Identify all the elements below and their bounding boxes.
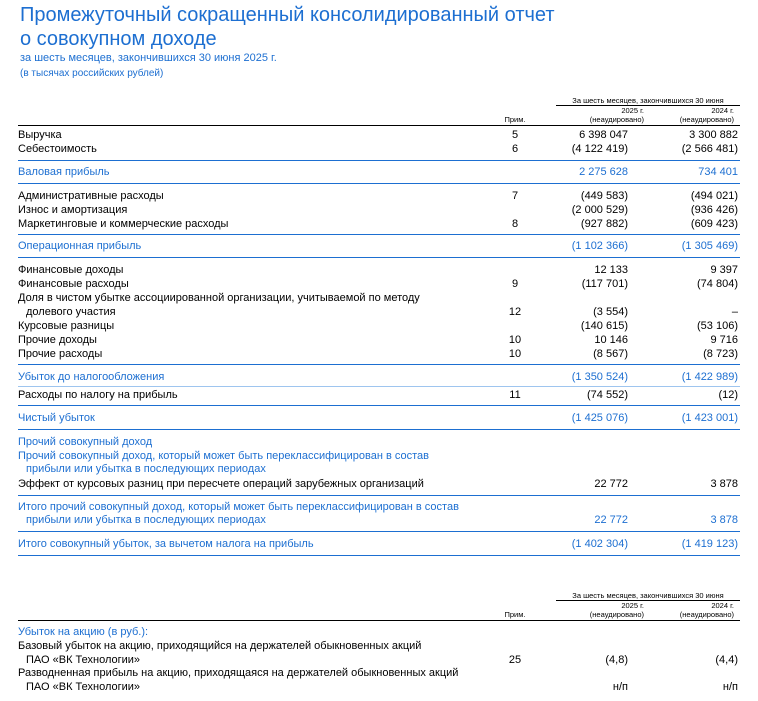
header-rule xyxy=(18,620,740,621)
value-2025: (1 350 524) xyxy=(571,371,628,383)
value-2025: (74 552) xyxy=(587,389,628,401)
row-marketing xyxy=(18,218,740,231)
oci-total-line1 xyxy=(18,501,740,514)
row-income-tax xyxy=(18,389,740,402)
row-gross-profit xyxy=(18,166,740,179)
row-fx-differences xyxy=(18,320,740,333)
value-2024: (494 021) xyxy=(690,190,738,202)
row-label: ПАО «ВК Технологии» xyxy=(26,681,141,693)
row-label: Финансовые доходы xyxy=(18,264,124,276)
row-label: Курсовые разницы xyxy=(18,320,115,332)
value-2025: (117 701) xyxy=(581,278,628,290)
period-header: За шесть месяцев, закончившихся 30 июня xyxy=(572,591,724,600)
value-2025: (140 615) xyxy=(580,320,628,332)
row-label: Себестоимость xyxy=(18,143,97,155)
period-header: За шесть месяцев, закончившихся 30 июня xyxy=(572,96,724,105)
value-2025: (4 122 419) xyxy=(571,143,628,155)
col-2025-year: 2025 г. xyxy=(621,106,644,115)
value-2024: (74 804) xyxy=(697,278,738,290)
row-label: Валовая прибыль xyxy=(18,166,110,178)
row-eps-diluted xyxy=(18,681,740,694)
divider xyxy=(18,386,740,387)
row-revenue xyxy=(18,129,740,142)
value-2024: (1 423 001) xyxy=(681,412,738,424)
value-2024: 3 300 882 xyxy=(689,129,738,141)
oci-subtitle-line2 xyxy=(18,463,740,476)
row-label: Разводненная прибыль на акцию, приходящаяся на держателей обыкновенных акций xyxy=(18,667,459,679)
row-label: Расходы по налогу на прибыль xyxy=(18,389,178,401)
value-2025: (1 102 366) xyxy=(571,240,628,252)
title-line-1: Промежуточный сокращенный консолидированный отчет xyxy=(20,4,555,26)
row-label: Убыток на акцию (в руб.): xyxy=(18,626,149,638)
divider xyxy=(18,405,740,406)
value-2025: (449 583) xyxy=(580,190,628,202)
row-associate xyxy=(18,306,740,319)
value-2024: (936 426) xyxy=(690,204,738,216)
eps-title xyxy=(18,626,740,639)
note-header: Прим. xyxy=(504,610,526,619)
row-cost xyxy=(18,143,740,156)
value-2024: (8 723) xyxy=(703,348,738,360)
value-2024: 9 716 xyxy=(710,334,738,346)
row-label: прибыли или убытка в последующих периодах xyxy=(26,463,266,475)
value-2025: (927 882) xyxy=(580,218,628,230)
report-units: (в тысячах российских рублей) xyxy=(20,68,164,79)
oci-title xyxy=(18,436,740,449)
value-2025: 2 275 628 xyxy=(579,166,628,178)
header-rule xyxy=(18,125,740,126)
row-note: 10 xyxy=(508,334,522,346)
row-label: Убыток до налогообложения xyxy=(18,371,165,383)
row-associate-line1 xyxy=(18,292,740,305)
col-2024-year: 2024 г. xyxy=(711,106,734,115)
value-2024: (609 423) xyxy=(690,218,738,230)
row-note: 6 xyxy=(511,143,519,155)
divider xyxy=(18,531,740,532)
value-2025: (4,8) xyxy=(605,654,628,666)
row-operating-profit xyxy=(18,240,740,253)
row-label: прибыли или убытка в последующих периодах xyxy=(26,514,266,526)
eps-basic-line1 xyxy=(18,640,740,653)
row-label: долевого участия xyxy=(26,306,116,318)
divider xyxy=(18,234,740,235)
value-2024: (1 305 469) xyxy=(681,240,738,252)
row-label: Выручка xyxy=(18,129,62,141)
value-2024: (12) xyxy=(718,389,738,401)
row-label: Финансовые расходы xyxy=(18,278,129,290)
value-2024: (4,4) xyxy=(715,654,738,666)
value-2024: (1 419 123) xyxy=(681,538,738,550)
row-oci-total xyxy=(18,514,740,527)
value-2025: 12 133 xyxy=(594,264,628,276)
value-2025: 22 772 xyxy=(594,514,628,526)
row-note: 8 xyxy=(511,218,519,230)
row-label: Износ и амортизация xyxy=(18,204,128,216)
row-label: Чистый убыток xyxy=(18,412,95,424)
row-label: Административные расходы xyxy=(18,190,164,202)
value-2024: 3 878 xyxy=(710,514,738,526)
value-2024: н/п xyxy=(722,681,738,693)
oci-subtitle-line1 xyxy=(18,450,740,463)
row-label: Прочие расходы xyxy=(18,348,103,360)
row-finance-income xyxy=(18,264,740,277)
row-note: 5 xyxy=(511,129,519,141)
value-2025: (2 000 529) xyxy=(571,204,628,216)
row-depreciation xyxy=(18,204,740,217)
row-label: Прочий совокупный доход xyxy=(18,436,153,448)
row-label: Итого прочий совокупный доход, который может быть переклассифицирован в состав xyxy=(18,501,459,513)
value-2024: (1 422 989) xyxy=(681,371,738,383)
col-2024-status: (неаудировано) xyxy=(679,115,734,124)
report-period: за шесть месяцев, закончившихся 30 июня 2025 г. xyxy=(20,52,277,64)
col-2024-year: 2024 г. xyxy=(711,601,734,610)
value-2024: (2 566 481) xyxy=(681,143,738,155)
col-2024-status: (неаудировано) xyxy=(679,610,734,619)
row-fx-translation xyxy=(18,478,740,491)
divider xyxy=(18,364,740,365)
value-2024: – xyxy=(731,306,738,318)
value-2025: 10 146 xyxy=(594,334,628,346)
row-note: 11 xyxy=(509,389,521,401)
row-note: 7 xyxy=(511,190,519,202)
value-2024: 9 397 xyxy=(710,264,738,276)
row-label: Эффект от курсовых разниц при пересчете операций зарубежных организаций xyxy=(18,478,424,490)
divider xyxy=(18,555,740,556)
row-label: Доля в чистом убытке ассоциированной организации, учитываемой по методу xyxy=(18,292,420,304)
divider xyxy=(18,160,740,161)
divider xyxy=(18,429,740,430)
value-2024: 3 878 xyxy=(710,478,738,490)
row-note: 25 xyxy=(508,654,522,666)
row-net-loss xyxy=(18,412,740,425)
row-note: 9 xyxy=(511,278,519,290)
row-other-income xyxy=(18,334,740,347)
col-2025-year: 2025 г. xyxy=(621,601,644,610)
value-2025: (8 567) xyxy=(593,348,628,360)
row-eps-basic xyxy=(18,654,740,667)
col-2025-status: (неаудировано) xyxy=(589,610,644,619)
row-label: Базовый убыток на акцию, приходящийся на держателей обыкновенных акций xyxy=(18,640,422,652)
value-2025: (3 554) xyxy=(593,306,628,318)
row-pretax-loss xyxy=(18,371,740,384)
row-label: Маркетинговые и коммерческие расходы xyxy=(18,218,229,230)
row-note: 10 xyxy=(508,348,522,360)
row-label: ПАО «ВК Технологии» xyxy=(26,654,141,666)
value-2025: 22 772 xyxy=(594,478,628,490)
row-label: Итого совокупный убыток, за вычетом налога на прибыль xyxy=(18,538,314,550)
divider xyxy=(18,183,740,184)
page-title xyxy=(20,3,555,51)
eps-diluted-line1 xyxy=(18,667,740,680)
value-2024: (53 106) xyxy=(697,320,738,332)
row-label: Прочий совокупный доход, который может быть переклассифицирован в состав xyxy=(18,450,429,462)
title-line-2: о совокупном доходе xyxy=(20,28,217,50)
divider xyxy=(18,495,740,496)
note-header: Прим. xyxy=(504,115,526,124)
row-label: Прочие доходы xyxy=(18,334,97,346)
value-2025: (1 402 304) xyxy=(571,538,628,550)
row-note: 12 xyxy=(508,306,522,318)
row-other-expense xyxy=(18,348,740,361)
value-2025: 6 398 047 xyxy=(579,129,628,141)
row-label: Операционная прибыль xyxy=(18,240,142,252)
value-2025: (1 425 076) xyxy=(571,412,628,424)
col-2025-status: (неаудировано) xyxy=(589,115,644,124)
value-2024: 734 401 xyxy=(698,166,738,178)
divider xyxy=(18,257,740,258)
row-admin xyxy=(18,190,740,203)
value-2025: н/п xyxy=(612,681,628,693)
row-total-comprehensive-loss xyxy=(18,538,740,551)
row-finance-expense xyxy=(18,278,740,291)
